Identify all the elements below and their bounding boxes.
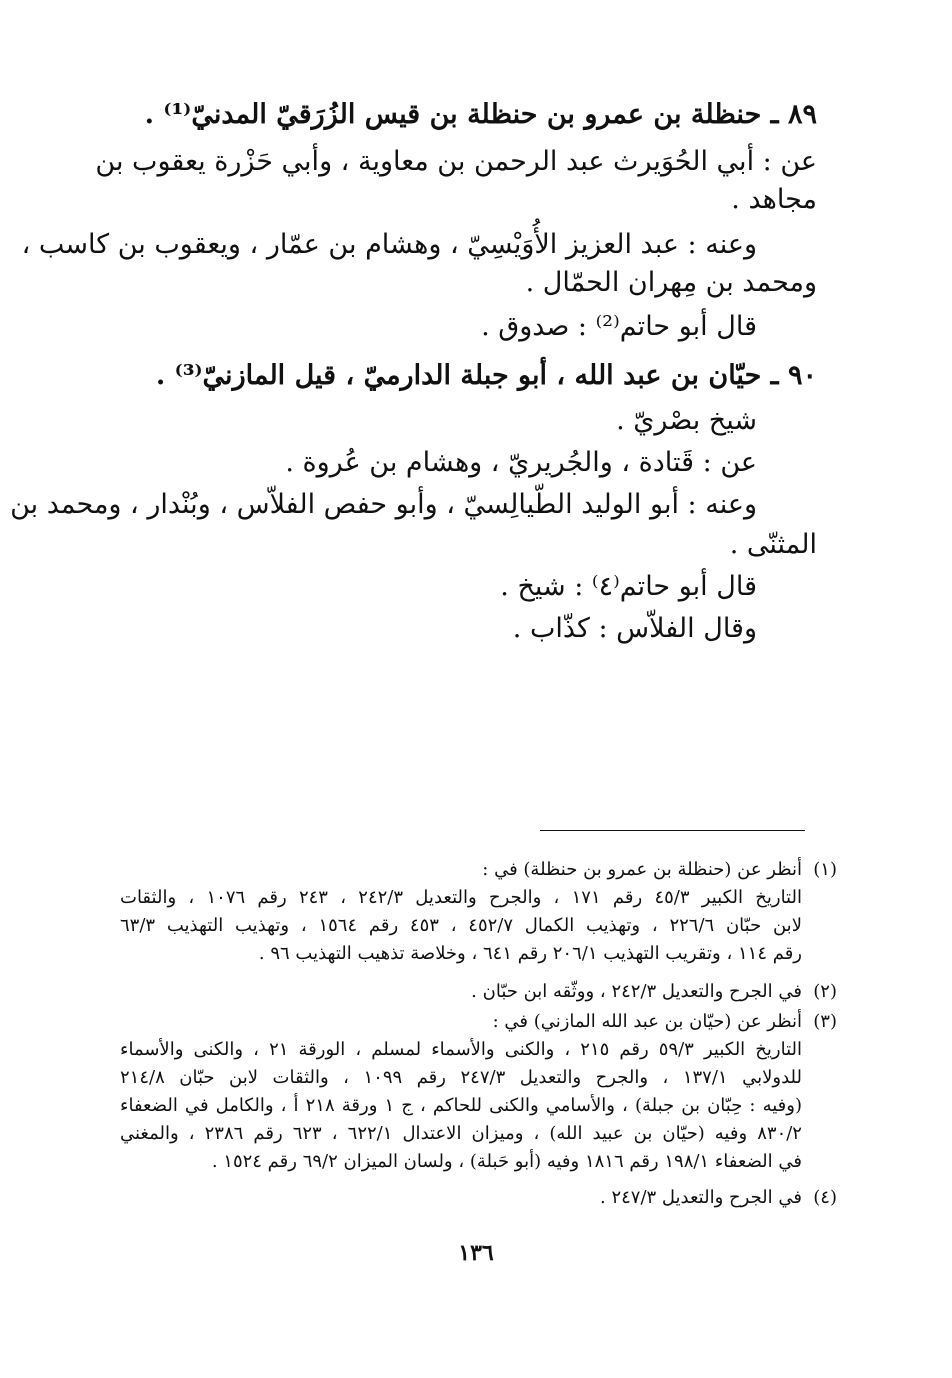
- footnote-3-line-6: في الضعفاء ١٩٨/١ رقم ١٨١٦ وفيه (أبو حَبلة) ، ولسان الميزان ٦٩/٢ رقم ١٥٢٤ .: [211, 1151, 802, 1172]
- entry-90-verdict-1: قال أبو حاتم⁽٤⁾ : شيخ .: [500, 571, 757, 602]
- footnote-1-line-4: رقم ١١٤ ، وتقريب التهذيب ٢٠٦/١ رقم ٦٤١ ، وخلاصة تذهيب التهذيب ٩٦ .: [258, 943, 802, 964]
- footnote-2-line-1: في الجرح والتعديل ٢٤٢/٣ ، ووثّقه ابن حبّان .: [471, 981, 802, 1002]
- footnote-separator: [540, 830, 805, 831]
- footnote-1-number: (١): [813, 859, 837, 880]
- entry-90-by-line-1: وعنه : أبو الوليد الطّيالِسيّ ، وأبو حفص الفلاّس ، وبُنْدار ، ومحمد بن: [10, 489, 757, 520]
- entry-89-by-line-2: ومحمد بن مِهران الحمّال .: [525, 267, 817, 298]
- entry-89-verdict: قال أبو حاتم⁽²⁾ : صدوق .: [481, 311, 757, 342]
- entry-90-from-line: عن : قَتادة ، والجُريريّ ، وهشام بن عُروة .: [285, 447, 757, 478]
- footnote-2-number: (٢): [813, 981, 837, 1002]
- footnote-1-line-3: لابن حبّان ٢٢٦/٦ ، وتهذيب الكمال ٤٥٢/٧ ، ٤٥٣ رقم ١٥٦٤ ، وتهذيب التهذيب ٦٣/٣: [120, 915, 802, 936]
- footnote-3-line-5: ٨٣٠/٢ وفيه (حيّان بن عبيد الله) ، وميزان الاعتدال ٦٢٢/١ ، ٦٢٣ رقم ٢٣٨٦ ، والمغني: [120, 1123, 802, 1144]
- footnote-3-line-2: التاريخ الكبير ٥٩/٣ رقم ٢١٥ ، والكنى والأسماء لمسلم ، الورقة ٢١ ، والكنى والأسماء: [120, 1039, 802, 1060]
- footnote-3-line-4: (وفيه : حِبّان بن جبلة) ، والأسامي والكنى للحاكم ، ج ١ ورقة ٢١٨ أ ، والكامل في الضعفاء: [120, 1095, 803, 1116]
- entry-89-heading: ٨٩ ـ حنظلة بن عمرو بن حنظلة بن قيس الزُرَقيّ المدنيّ⁽¹⁾ .: [144, 99, 817, 130]
- entry-90-shaikh-line: شيخ بصْريّ .: [616, 405, 757, 436]
- page-number: ١٣٦: [458, 1240, 494, 1266]
- footnote-3-line-1: أنظر عن (حيّان بن عبد الله المازني) في :: [492, 1011, 802, 1032]
- entry-90-heading: ٩٠ ـ حيّان بن عبد الله ، أبو جبلة الدارميّ ، قيل المازنيّ⁽³⁾ .: [155, 360, 817, 391]
- footnote-3-line-3: للدولابي ١٣٧/١ ، والجرح والتعديل ٢٤٧/٣ رقم ١٠٩٩ ، والثقات لابن حبّان ٢١٤/٨: [120, 1067, 802, 1088]
- footnote-4-number: (٤): [813, 1187, 837, 1208]
- footnote-3-number: (٣): [813, 1011, 837, 1032]
- footnote-4-line-1: في الجرح والتعديل ٢٤٧/٣ .: [599, 1187, 802, 1208]
- entry-89-from-line-1: عن : أبي الحُوَيرث عبد الرحمن بن معاوية ، وأبي حَزْرة يعقوب بن: [95, 146, 817, 177]
- entry-90-verdict-2: وقال الفلاّس : كذّاب .: [512, 613, 757, 644]
- entry-89-by-line-1: وعنه : عبد العزيز الأُوَيْسِيّ ، وهشام بن عمّار ، ويعقوب بن كاسب ،: [21, 229, 757, 260]
- entry-89-from-line-2: مجاهد .: [731, 184, 817, 215]
- entry-90-by-line-2: المثنّى .: [729, 529, 817, 560]
- footnote-1-line-2: التاريخ الكبير ٤٥/٣ رقم ١٧١ ، والجرح والتعديل ٢٤٢/٣ ، ٢٤٣ رقم ١٠٧٦ ، والثقات: [120, 887, 802, 908]
- footnote-1-line-1: أنظر عن (حنظلة بن عمرو بن حنظلة) في :: [482, 859, 802, 880]
